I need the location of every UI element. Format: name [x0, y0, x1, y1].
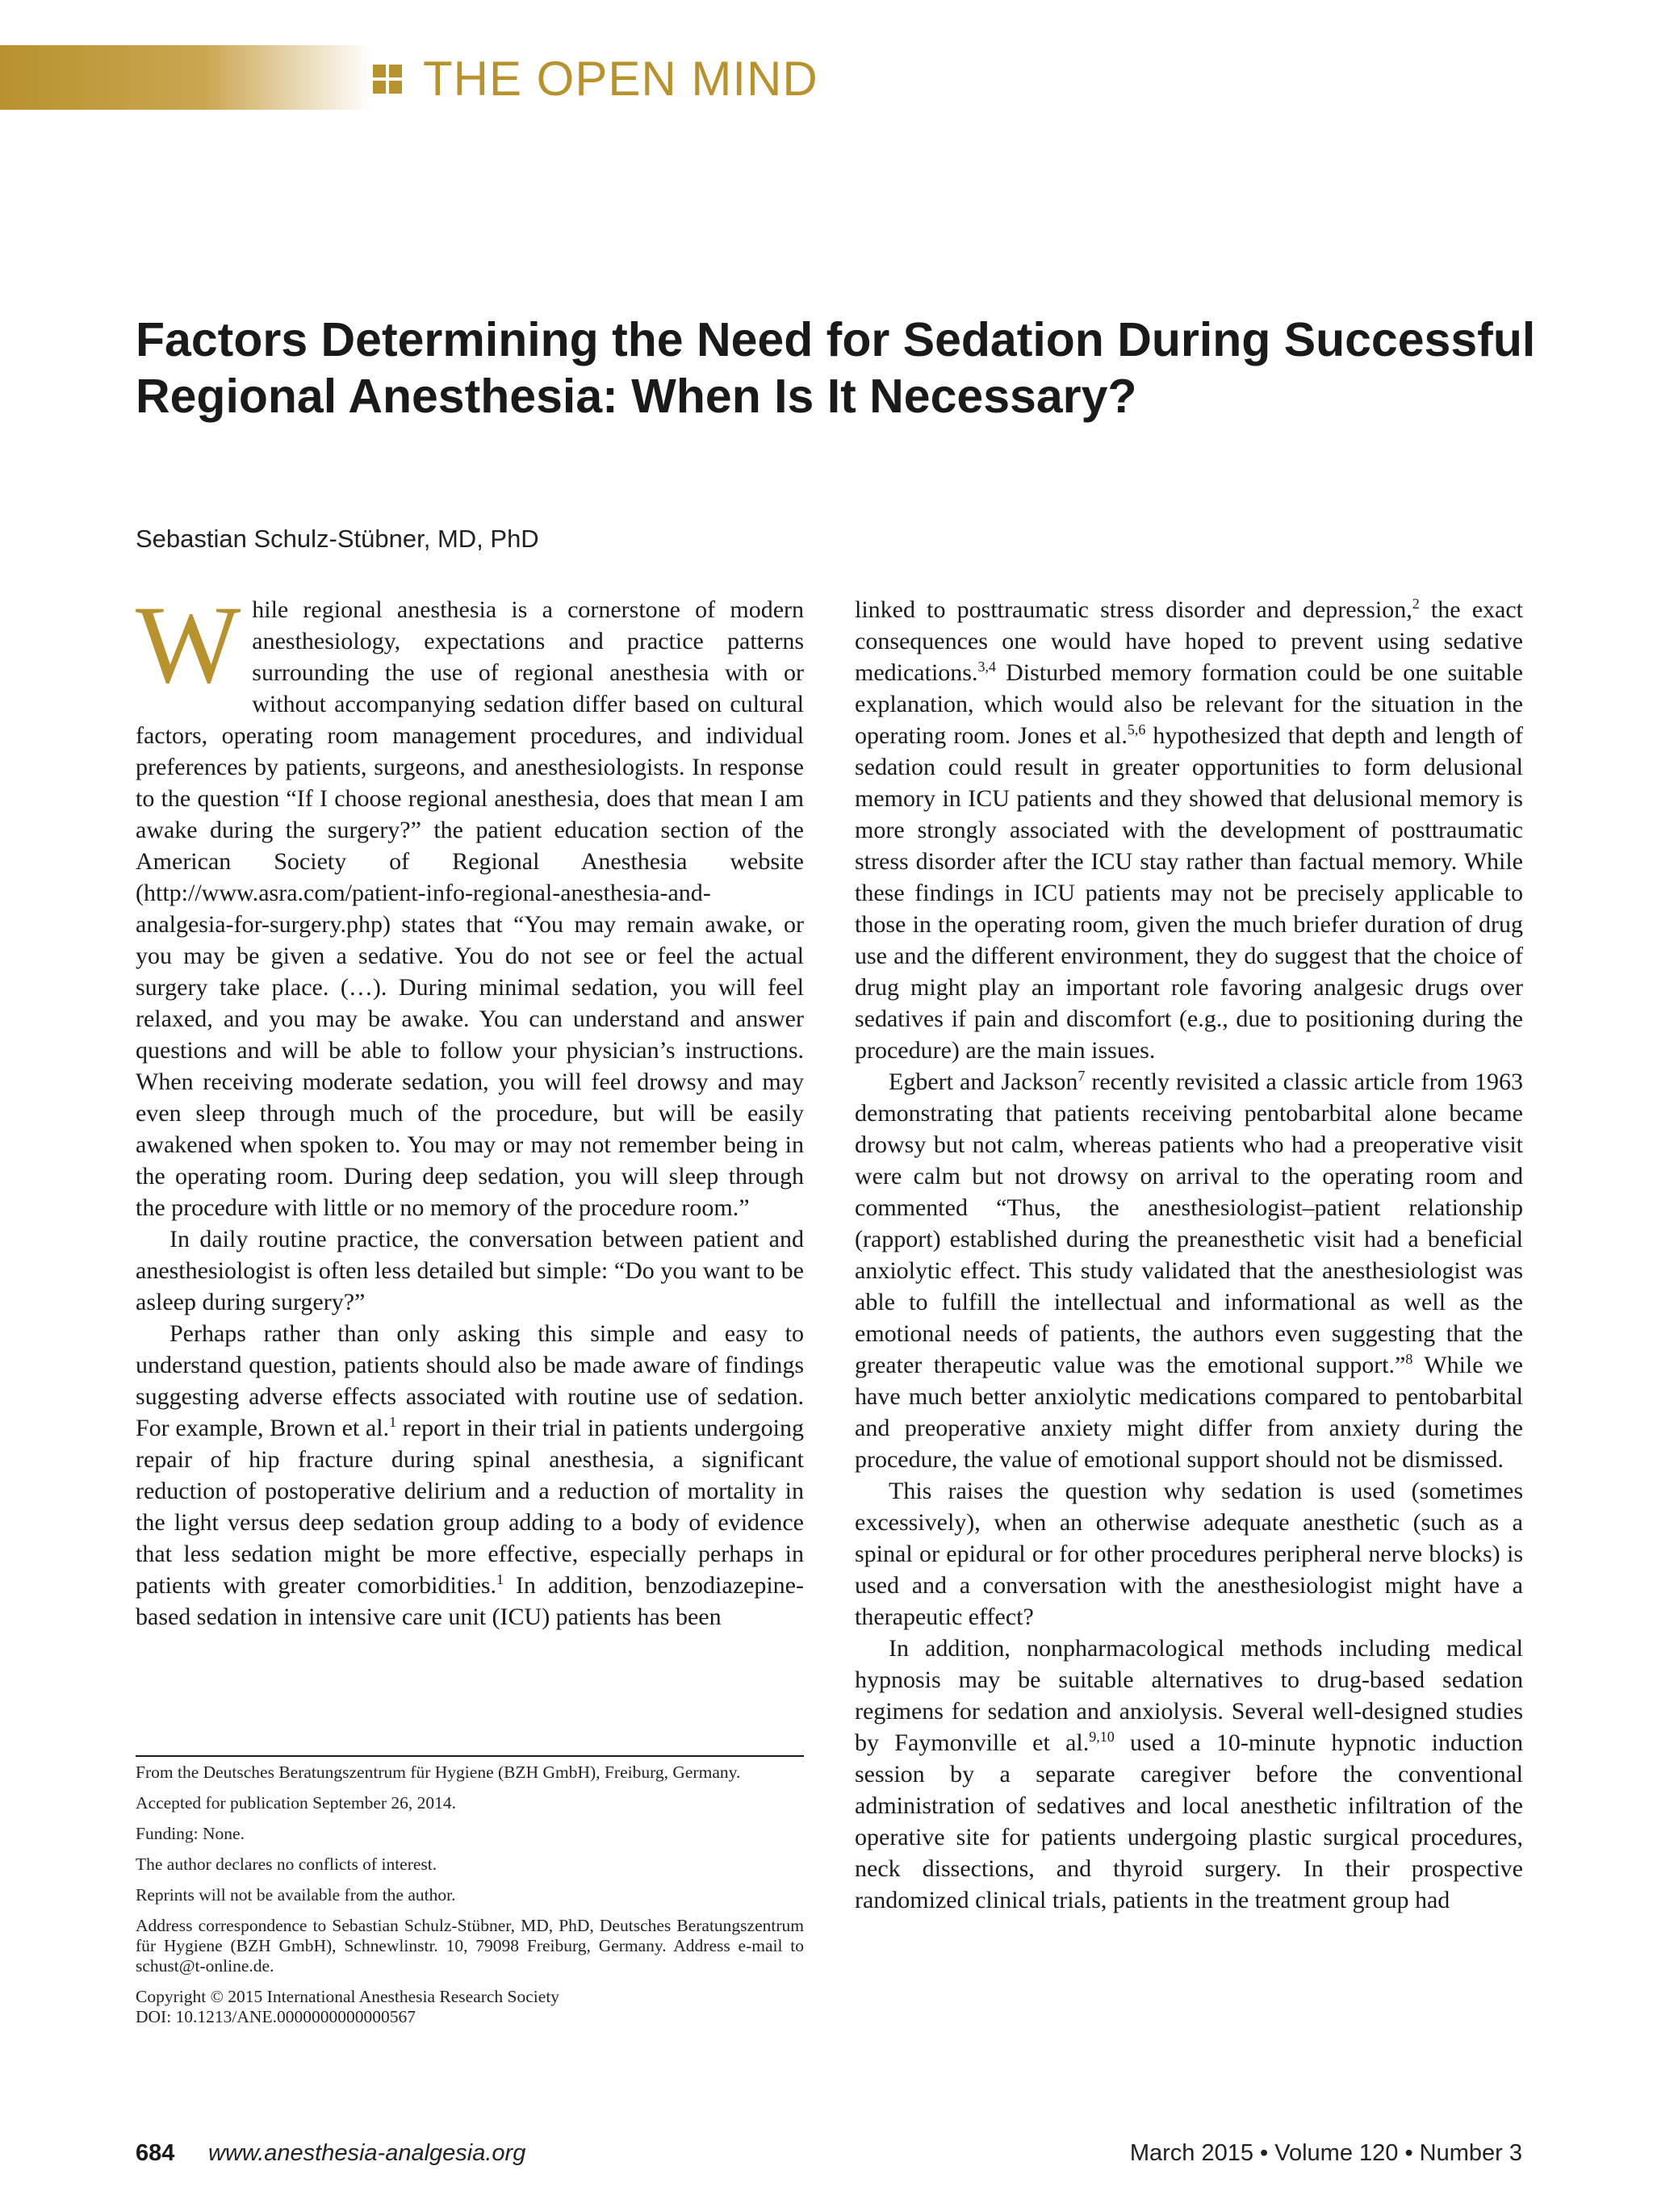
- paragraph: Egbert and Jackson$^7$ recently revisited a classic article from 1963 demonstrating that patients receiving pentobarbital alone became drowsy but not calm, whereas patients who had a preoperative visit were calm but not drowsy on arrival to the operating room and commented “Thus, the anesthesiologist–patient relationship (rapport) established during the preanesthetic visit had a beneficial anxiolytic effect. This study validated that the anesthesiologist was able to fulfill the intellectual and informational as well as the emotional needs of patients, the authors even suggesting that the greater therapeutic value was the emotional support.”$^8$ While we have much better anxiolytic medications compared to pentobarbital and preoperative anxiety might differ from anxiety during the procedure, the value of emotional support should not be dismissed.: [855, 1068, 1524, 1473]
- footnote-reprints: Reprints will not be available from the author.: [136, 1885, 456, 1905]
- paragraph: In daily routine practice, the conversation between patient and anesthesiologist is often less detailed but simple: “Do you want to be asleep during surgery?”: [136, 1226, 804, 1315]
- page-number: 684: [136, 2140, 175, 2166]
- journal-url[interactable]: www.anesthesia-analgesia.org: [208, 2140, 526, 2166]
- paragraph-intro: While regional anesthesia is a cornerstone of modern anesthesiology, expectations and practice patterns surrounding the use of regional anesthesia with or without accompanying sedation differ based on cultural factors, operating room management procedures, and individual preferences by patients, surgeons, and anesthesiologists. In response to the question “If I choose regional anesthesia, does that mean I am awake during the surgery?” the patient education section of the American Society of Regional Anesthesia website (http://www.asra.com/patient-info-regional-anesthesia-and-analgesia-for-surgery.php) states that “You may remain awake, or you may be given a sedative. You do not see or feel the actual surgery take place. (…). During minimal sedation, you will feel relaxed, and you may be awake. You can understand and answer questions and will be able to follow your physician’s instructions. When receiving moderate sedation, you will feel drowsy and may even sleep through much of the procedure, but will be easily awakened when spoken to. You may or may not remember being in the operating room. During deep sedation, you will sleep through the procedure with little or no memory of the procedure room.”: [136, 583, 804, 1221]
- four-squares-icon: [373, 65, 404, 95]
- paragraph: Perhaps rather than only asking this simple and easy to understand question, patients should also be made aware of findings suggesting adverse effects associated with routine use of sedation. For example, Brown et al.$^1$ report in their trial in patients undergoing repair of hip fracture during spinal anesthesia, a significant reduction of postoperative delirium and a reduction of mortality in the light versus deep sedation group adding to a body of evidence that less sedation might be more effective, especially perhaps in patients with greater comorbidities.$^1$ In addition, benzodiazepine-based sedation in intensive care unit (ICU) patients has been: [136, 1320, 804, 1630]
- paragraph: In addition, nonpharmacological methods including medical hypnosis may be suitable alternatives to drug-based sedation regimens for sedation and anxiolysis. Several well-designed studies by Faymonville et al.$^{9,10}$ used a 10-minute hypnotic induction session by a separate caregiver before the conventional administration of sedatives and local anesthetic infiltration of the operative site for patients undergoing plastic surgical procedures, neck dissections, and thyroid surgery. In their prospective randomized clinical trials, patients in the treatment group had: [855, 1635, 1523, 1913]
- article-author: Sebastian Schulz-Stübner, MD, PhD: [136, 525, 539, 553]
- section-label: THE OPEN MIND: [423, 52, 818, 106]
- footnote-funding: Funding: None.: [136, 1824, 245, 1843]
- footnotes: [136, 1762, 804, 2027]
- footnote-accepted: Accepted for publication September 26, 2014.: [136, 1793, 457, 1813]
- paragraph: This raises the question why sedation is used (sometimes excessively), when an otherwise adequate anesthetic (such as a spinal or epidural or for other procedures peripheral nerve blocks) is used and a conversation with the anesthesiologist might have a therapeutic effect?: [855, 1478, 1523, 1630]
- article-title: Factors Determining the Need for Sedation During Successful Regional Anesthesia: When Is It Necessary?: [136, 313, 1536, 423]
- body-column-left: [136, 583, 804, 1633]
- footnote-affiliation: From the Deutsches Beratungszentrum für Hygiene (BZH GmbH), Freiburg, Germany.: [136, 1762, 741, 1782]
- paragraph: linked to posttraumatic stress disorder and depression,$^2$ the exact consequences one would have hoped to prevent using sedative medications.$^{3,4}$ Disturbed memory formation could be one suitable explanation, which would also be relevant for the situation in the operating room. Jones et al.$^{5,6}$ hypothesized that depth and length of sedation could result in greater opportunities to form delusional memory in ICU patients and they showed that delusional memory is more strongly associated with the development of posttraumatic stress disorder after the ICU stay rather than factual memory. While these findings in ICU patients may not be precisely applicable to those in the operating room, given the much briefer duration of drug use and the different environment, they do suggest that the choice of drug might play an important role favoring analgesic drugs over sedatives if pain and discomfort (e.g., due to positioning during the procedure) are the main issues.: [855, 596, 1523, 1064]
- footnote-doi: DOI: 10.1213/ANE.0000000000000567: [136, 2007, 416, 2026]
- footnote-conflicts: The author declares no conflicts of interest.: [136, 1854, 437, 1874]
- body-column-right: [855, 594, 1523, 1916]
- footnote-correspondence: Address correspondence to Sebastian Schulz-Stübner, MD, PhD, Deutsches Beratungszentrum für Hygiene (BZH GmbH), Schnewlinstr. 10, 79098 Freiburg, Germany. Address e-mail to schust@t-online.de.: [136, 1916, 804, 1976]
- section-header-bar: [0, 45, 371, 110]
- drop-cap: W: [136, 583, 241, 706]
- issue-info: March 2015 • Volume 120 • Number 3: [1129, 2140, 1522, 2166]
- footnote-copyright: Copyright © 2015 International Anesthesia Research Society: [136, 1987, 560, 2006]
- footnote-divider: [136, 1755, 804, 1757]
